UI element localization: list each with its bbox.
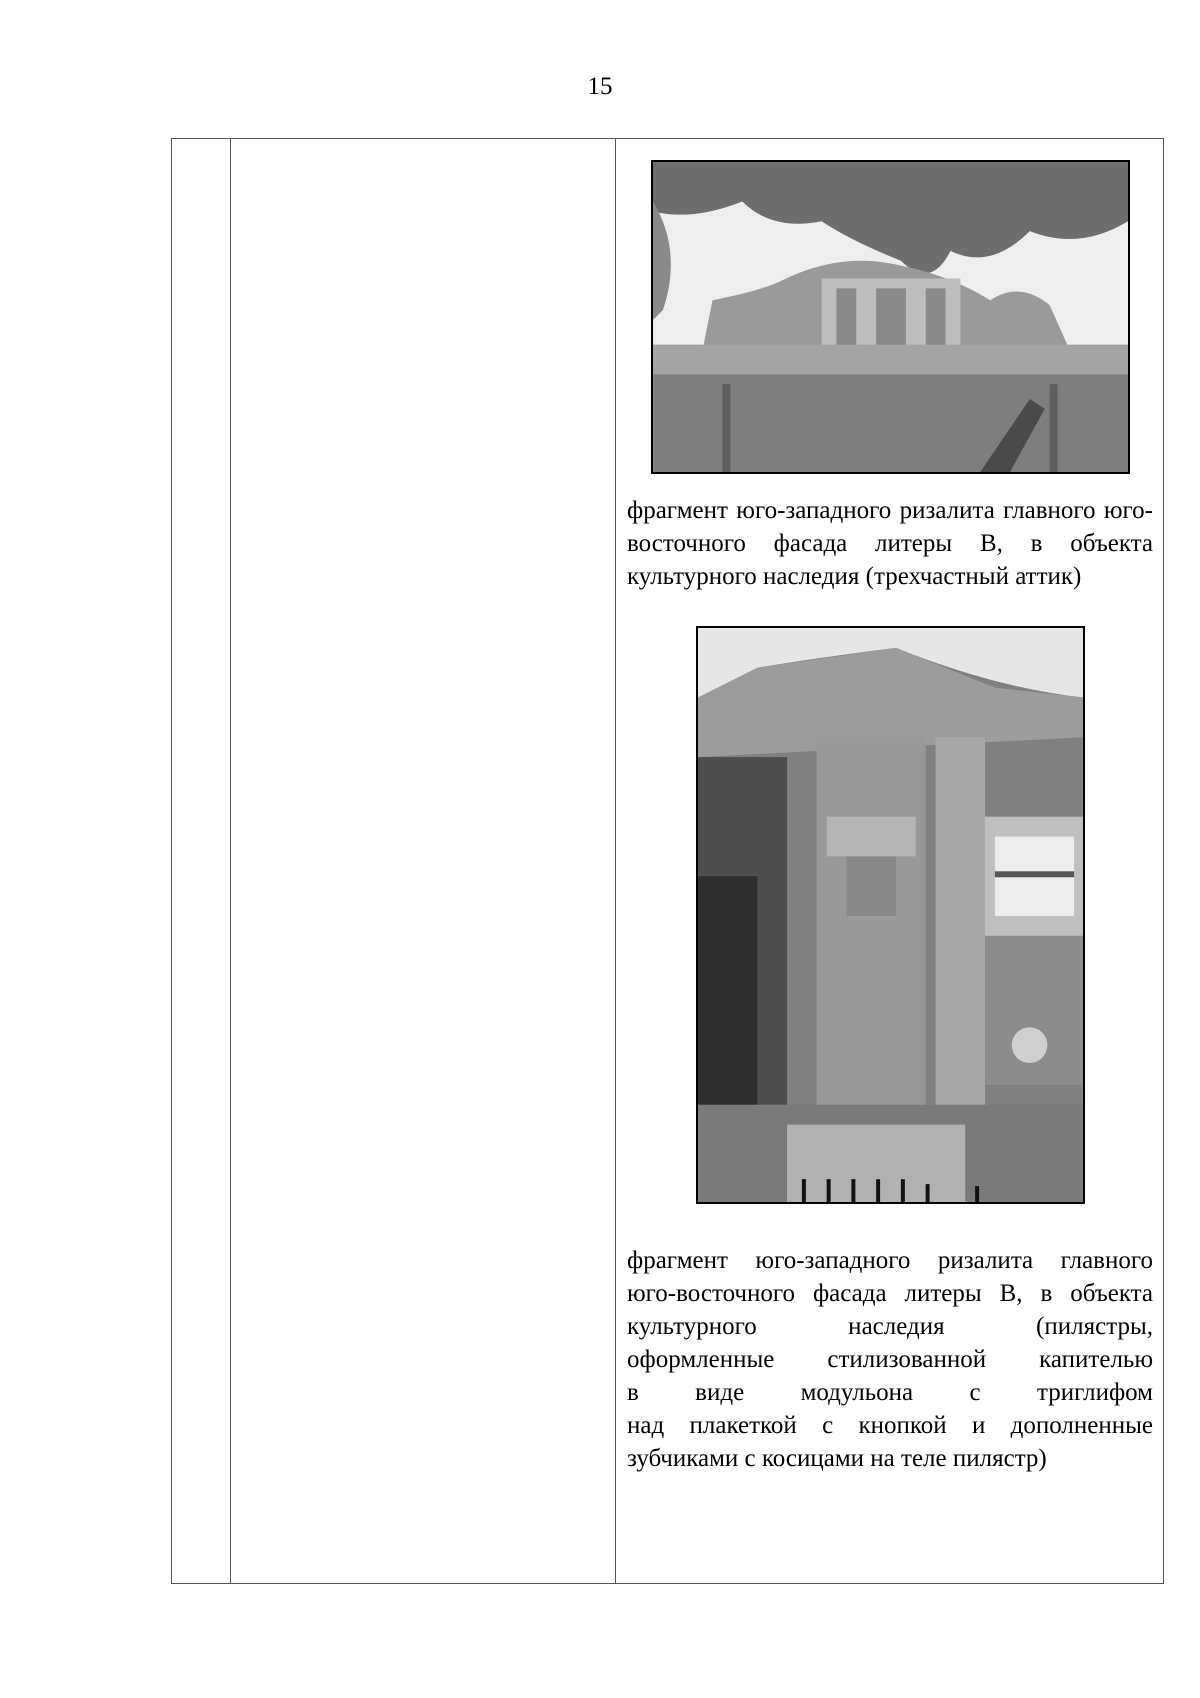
table-column-divider — [230, 139, 231, 1583]
table-column-divider — [615, 139, 616, 1583]
caption-line: культурного наследия (пилястры, — [627, 1313, 1153, 1340]
caption-line: в виде модульона с триглифом — [627, 1379, 1153, 1406]
caption-line: юго-восточного фасада литеры В, в объекта — [627, 1280, 1153, 1307]
caption-line: над плакеткой с кнопкой и дополненные — [627, 1412, 1153, 1439]
caption-line: оформленные стилизованной капителью — [627, 1346, 1153, 1373]
caption-attic: фрагмент юго-западного ризалита главного юго-восточного фасада литеры В, в объекта культурного наследия (трехчастный аттик) — [627, 497, 1153, 590]
photo-attic-image — [653, 162, 1128, 472]
caption-line: фрагмент юго-западного ризалита главного — [627, 1247, 1153, 1274]
photo-attic — [651, 160, 1130, 474]
photo-pilasters-image — [698, 628, 1083, 1202]
caption-pilasters — [627, 1244, 1153, 1475]
caption-line: зубчиками с косицами на теле пилястр) — [627, 1445, 1047, 1472]
photo-pilasters — [696, 626, 1085, 1204]
page-number: 15 — [587, 73, 613, 100]
